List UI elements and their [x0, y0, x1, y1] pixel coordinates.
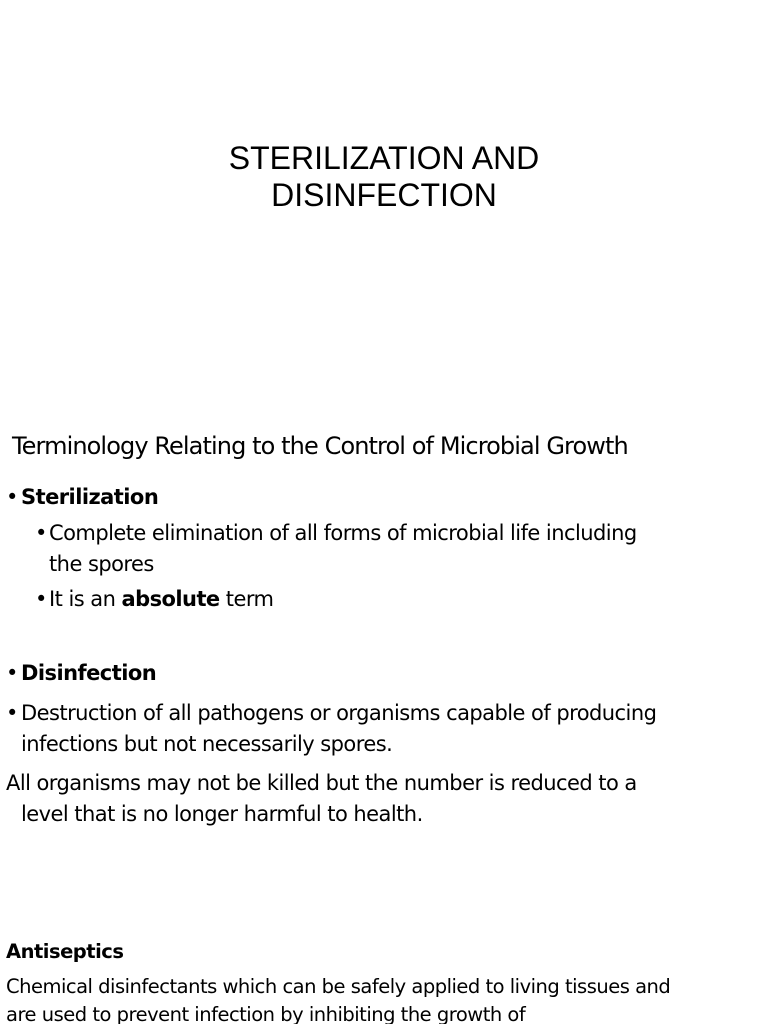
sterilization-label: Sterilization [21, 485, 159, 509]
sterilization-absolute-note [49, 584, 273, 615]
section-heading: Terminology Relating to the Control of Microbial Growth [12, 432, 628, 460]
bullet-icon: • [35, 521, 48, 545]
disinfection-note-line-2: level that is no longer harmful to health. [21, 802, 423, 826]
antiseptics-body-line-2: are used to prevent infection by inhibiting the growth of [6, 1003, 526, 1024]
title-line-2: DISINFECTION [271, 177, 497, 213]
title-line-1: STERILIZATION AND [228, 140, 540, 176]
absolute-suffix: term [219, 587, 274, 611]
bullet-icon: • [6, 701, 19, 725]
disinfection-label: Disinfection [21, 661, 157, 685]
sterilization-definition-line-2: the spores [49, 552, 154, 576]
sterilization-definition-line-1: Complete elimination of all forms of microbial life including [49, 521, 637, 545]
bullet-icon: • [6, 661, 19, 685]
antiseptics-heading: Antiseptics [6, 940, 124, 963]
slide-title [0, 140, 768, 214]
bullet-icon: • [6, 485, 19, 509]
antiseptics-body-line-1: Chemical disinfectants which can be safely applied to living tissues and [6, 975, 671, 998]
bullet-icon: • [35, 587, 48, 611]
disinfection-definition-line-2: infections but not necessarily spores. [21, 732, 393, 756]
absolute-prefix: It is an [49, 587, 122, 611]
disinfection-definition-line-1: Destruction of all pathogens or organisms capable of producing [21, 701, 657, 725]
absolute-term: absolute [121, 587, 220, 611]
disinfection-note-line-1: All organisms may not be killed but the number is reduced to a [6, 771, 637, 795]
